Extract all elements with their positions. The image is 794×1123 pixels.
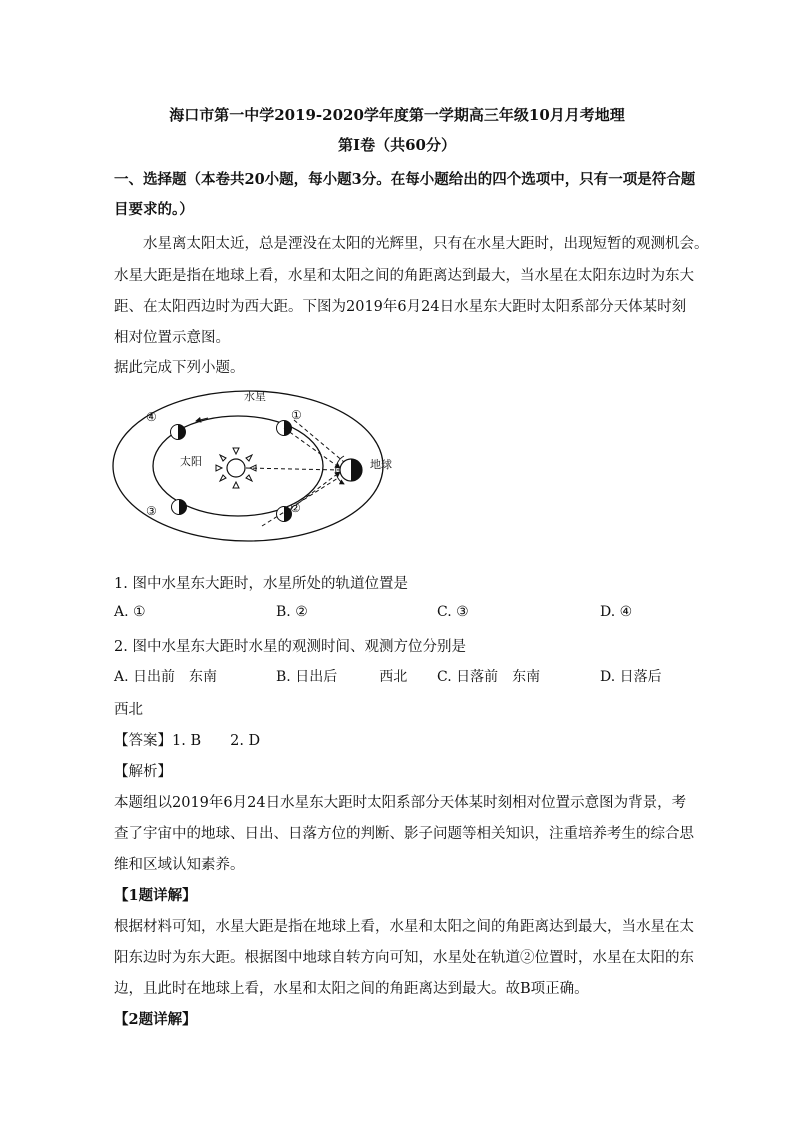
exam-subtitle: 第Ⅰ卷（共60分） [338, 136, 456, 154]
analysis-heading: 【解析】 [114, 764, 172, 780]
detail-2-heading: 【2题详解】 [114, 1011, 197, 1028]
answer-line: 【答案】1. B 2. D [114, 733, 261, 749]
analysis-line3: 维和区域认知素养。 [114, 857, 245, 873]
position-2-label: ② [290, 501, 301, 515]
question-2-option-c: C. 日落前 东南 [437, 669, 541, 685]
question-1-stem: 1. 图中水星东大距时，水星所处的轨道位置是 [114, 576, 408, 592]
question-1-option-d: D. ④ [600, 604, 633, 620]
question-2-option-b: B. 日出后 西北 [276, 669, 408, 685]
exam-title: 海口市第一中学2019-2020学年度第一学期高三年级10月月考地理 [169, 106, 625, 124]
material-line1: 水星离太阳太近，总是湮没在太阳的光辉里，只有在水星大距时，出现短暂的观测机会。 [143, 236, 709, 252]
material-instruction: 据此完成下列小题。 [114, 360, 245, 376]
mercury-position-3 [172, 500, 187, 515]
section-heading-line1: 一、选择题（本卷共20小题，每小题3分。在每小题给出的四个选项中，只有一项是符合题 [114, 171, 696, 188]
question-2-stem: 2. 图中水星东大距时水星的观测时间、观测方位分别是 [114, 639, 466, 655]
mercury-position-4 [171, 425, 186, 440]
analysis-line2: 查了宇宙中的地球、日出、日落方位的判断、影子问题等相关知识，注重培养考生的综合思 [114, 826, 694, 842]
question-1-option-b: B. ② [276, 604, 308, 620]
solar-system-diagram [108, 384, 408, 544]
detail-1-line3: 边，且此时在地球上看，水星和太阳之间的角距离达到最大。故B项正确。 [114, 981, 589, 997]
material-line2: 水星大距是指在地球上看，水星和太阳之间的角距离达到最大，当水星在太阳东边时为东大 [114, 268, 694, 284]
detail-1-heading: 【1题详解】 [114, 887, 197, 904]
material-line3: 距、在太阳西边时为西大距。下图为2019年6月24日水星东大距时太阳系部分天体某时刻 [114, 299, 687, 315]
detail-1-line1: 根据材料可知，水星大距是指在地球上看，水星和太阳之间的角距离达到最大，当水星在太 [114, 919, 694, 935]
question-2-option-d: D. 日落后 [600, 669, 662, 685]
question-2-option-a: A. 日出前 东南 [114, 669, 218, 685]
position-1-label: ① [291, 408, 302, 422]
question-1-option-a: A. ① [114, 604, 146, 620]
analysis-line1: 本题组以2019年6月24日水星东大距时太阳系部分天体某时刻相对位置示意图为背景，考 [114, 795, 687, 811]
section-heading-line2: 目要求的。） [114, 201, 194, 218]
earth-label: 地球 [370, 458, 392, 471]
mercury-label: 水星 [244, 390, 266, 403]
sun-label: 太阳 [180, 455, 202, 468]
material-line4: 相对位置示意图。 [114, 330, 230, 346]
position-3-label: ③ [146, 504, 157, 518]
detail-1-line2: 阳东边时为东大距。根据图中地球自转方向可知，水星处在轨道②位置时，水星在太阳的东 [114, 950, 694, 966]
question-1-option-c: C. ③ [437, 604, 469, 620]
question-2-option-d-continued: 西北 [114, 702, 143, 718]
position-4-label: ④ [146, 410, 157, 424]
